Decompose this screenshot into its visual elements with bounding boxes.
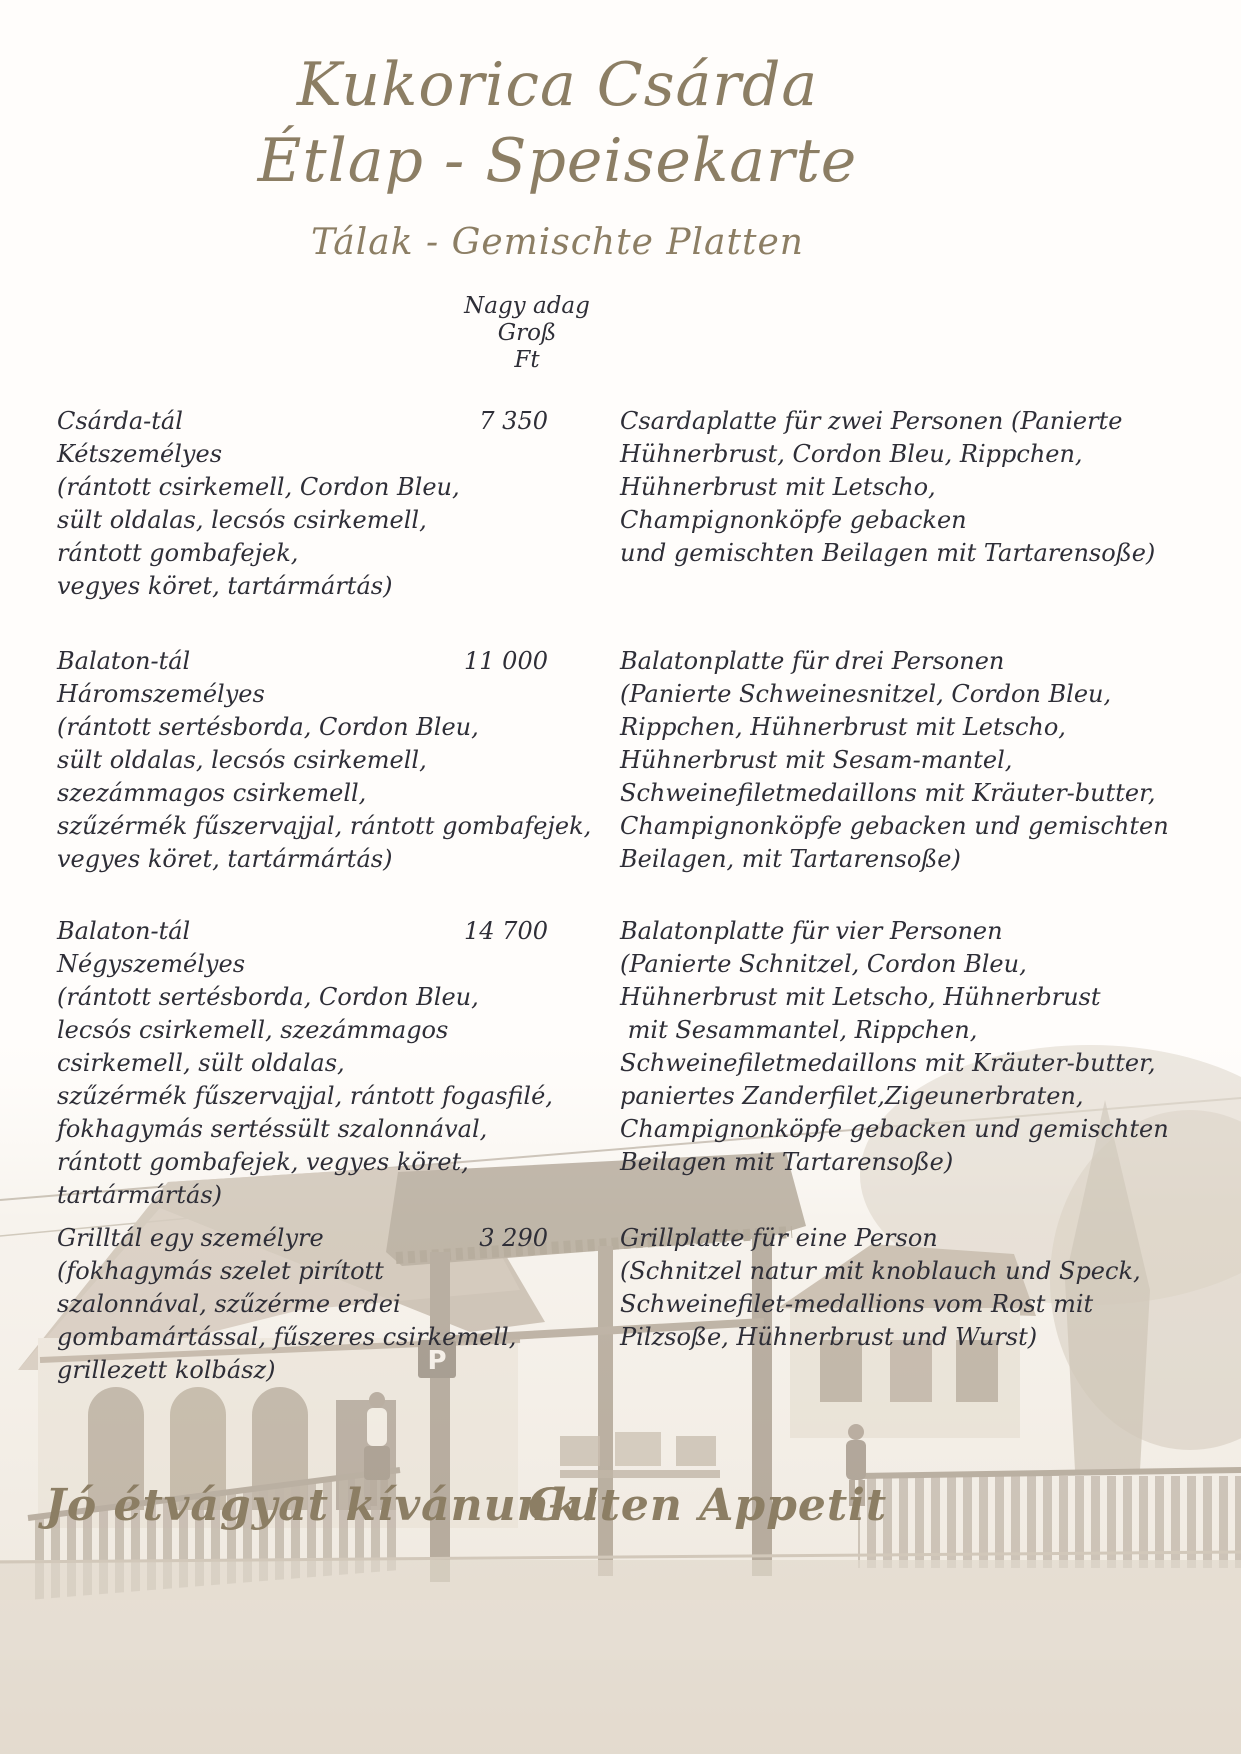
restaurant-name-title: Kukorica Csárda [296,50,819,120]
text-line: Schweinefilet-medallions vom Rost mit [620,1290,1094,1318]
text-line: Négyszemélyes [57,950,246,978]
item-description-german [620,915,1235,1179]
text-line: mit Sesammantel, Rippchen, [620,1016,978,1044]
item-description-german [620,405,1235,570]
text-line: Balatonplatte für vier Personen [620,917,1003,945]
item-price: 11 000 [464,647,548,675]
text-line: Csardaplatte für zwei Personen (Panierte [620,407,1123,435]
price-header-portion-de: Groß [497,320,557,346]
item-name-hungarian [57,645,592,876]
item-name-hungarian [57,915,587,1212]
footer-wish-german: Guten Appetit [528,1480,888,1531]
text-line: Champignonköpfe gebacken und gemischten [620,1115,1169,1143]
text-line: (Schnitzel natur mit knoblauch und Speck, [620,1257,1141,1285]
text-line: Hühnerbrust mit Letscho, Hühnerbrust [620,983,1101,1011]
text-line: Beilagen, mit Tartarensoße) [620,845,961,873]
text-line: und gemischten Beilagen mit Tartarensoße) [620,539,1156,567]
text-line: grillezett kolbász) [57,1356,276,1384]
text-line: Champignonköpfe gebacken [620,506,967,534]
text-line: rántott gombafejek, vegyes köret, [57,1148,469,1176]
text-line: csirkemell, sült oldalas, [57,1049,345,1077]
text-line: szűzérmék fűszervajjal, rántott gombafejek, [57,812,592,840]
text-line: Champignonköpfe gebacken und gemischten [620,812,1169,840]
text-line: Grilltál egy személyre [57,1224,324,1252]
text-line: Hühnerbrust mit Letscho, [620,473,936,501]
text-line: Rippchen, Hühnerbrust mit Letscho, [620,713,1066,741]
text-line: Csárda-tál [57,407,183,435]
text-line: szűzérmék fűszervajjal, rántott fogasfilé, [57,1082,553,1110]
text-line: Balatonplatte für drei Personen [620,647,1005,675]
text-line: Beilagen mit Tartarensoße) [620,1148,954,1176]
text-line: Hühnerbrust mit Sesam-mantel, [620,746,1013,774]
text-line: Grillplatte für eine Person [620,1224,938,1252]
text-line: Hühnerbrust, Cordon Bleu, Rippchen, [620,440,1083,468]
text-line: Schweinefiletmedaillons mit Kräuter-butter, [620,1049,1156,1077]
text-line: paniertes Zanderfilet,Zigeunerbraten, [620,1082,1084,1110]
footer-wish-hungarian: Jó étvágyat kívánunk! [45,1480,602,1531]
menu-title: Étlap - Speisekarte [257,126,858,196]
parking-sign-letter: P [427,1346,447,1376]
text-line: szalonnával, szűzérme erdei [57,1290,401,1318]
text-line: tartármártás) [57,1181,223,1209]
price-header-portion-hu: Nagy adag [464,293,590,319]
text-line: Balaton-tál [57,917,191,945]
item-description-german [620,1222,1235,1354]
item-price: 14 700 [464,917,548,945]
text-line: Schweinefiletmedaillons mit Kräuter-butter, [620,779,1156,807]
text-line: (rántott csirkemell, Cordon Bleu, [57,473,460,501]
text-line: vegyes köret, tartármártás) [57,572,393,600]
item-description-german [620,645,1235,876]
text-line: (rántott sertésborda, Cordon Bleu, [57,983,479,1011]
item-price: 7 350 [479,407,548,435]
text-line: (fokhagymás szelet pirított [57,1257,384,1285]
text-line: (rántott sertésborda, Cordon Bleu, [57,713,479,741]
price-column-header [397,293,657,374]
text-line: sült oldalas, lecsós csirkemell, [57,746,427,774]
text-line: Pilzsoße, Hühnerbrust und Wurst) [620,1323,1038,1351]
text-line: szezámmagos csirkemell, [57,779,367,807]
text-line: Kétszemélyes [57,440,223,468]
text-line: Balaton-tál [57,647,191,675]
text-line: rántott gombafejek, [57,539,299,567]
text-line: (Panierte Schnitzel, Cordon Bleu, [620,950,1027,978]
text-line: Háromszemélyes [57,680,265,708]
text-line: vegyes köret, tartármártás) [57,845,393,873]
item-price: 3 290 [479,1224,548,1252]
text-line: gombamártással, fűszeres csirkemell, [57,1323,517,1351]
text-line: fokhagymás sertéssült szalonnával, [57,1115,488,1143]
text-line: sült oldalas, lecsós csirkemell, [57,506,427,534]
section-subtitle: Tálak - Gemischte Platten [311,222,804,263]
text-line: (Panierte Schweinesnitzel, Cordon Bleu, [620,680,1112,708]
text-line: lecsós csirkemell, szezámmagos [57,1016,449,1044]
price-header-currency: Ft [514,347,540,373]
